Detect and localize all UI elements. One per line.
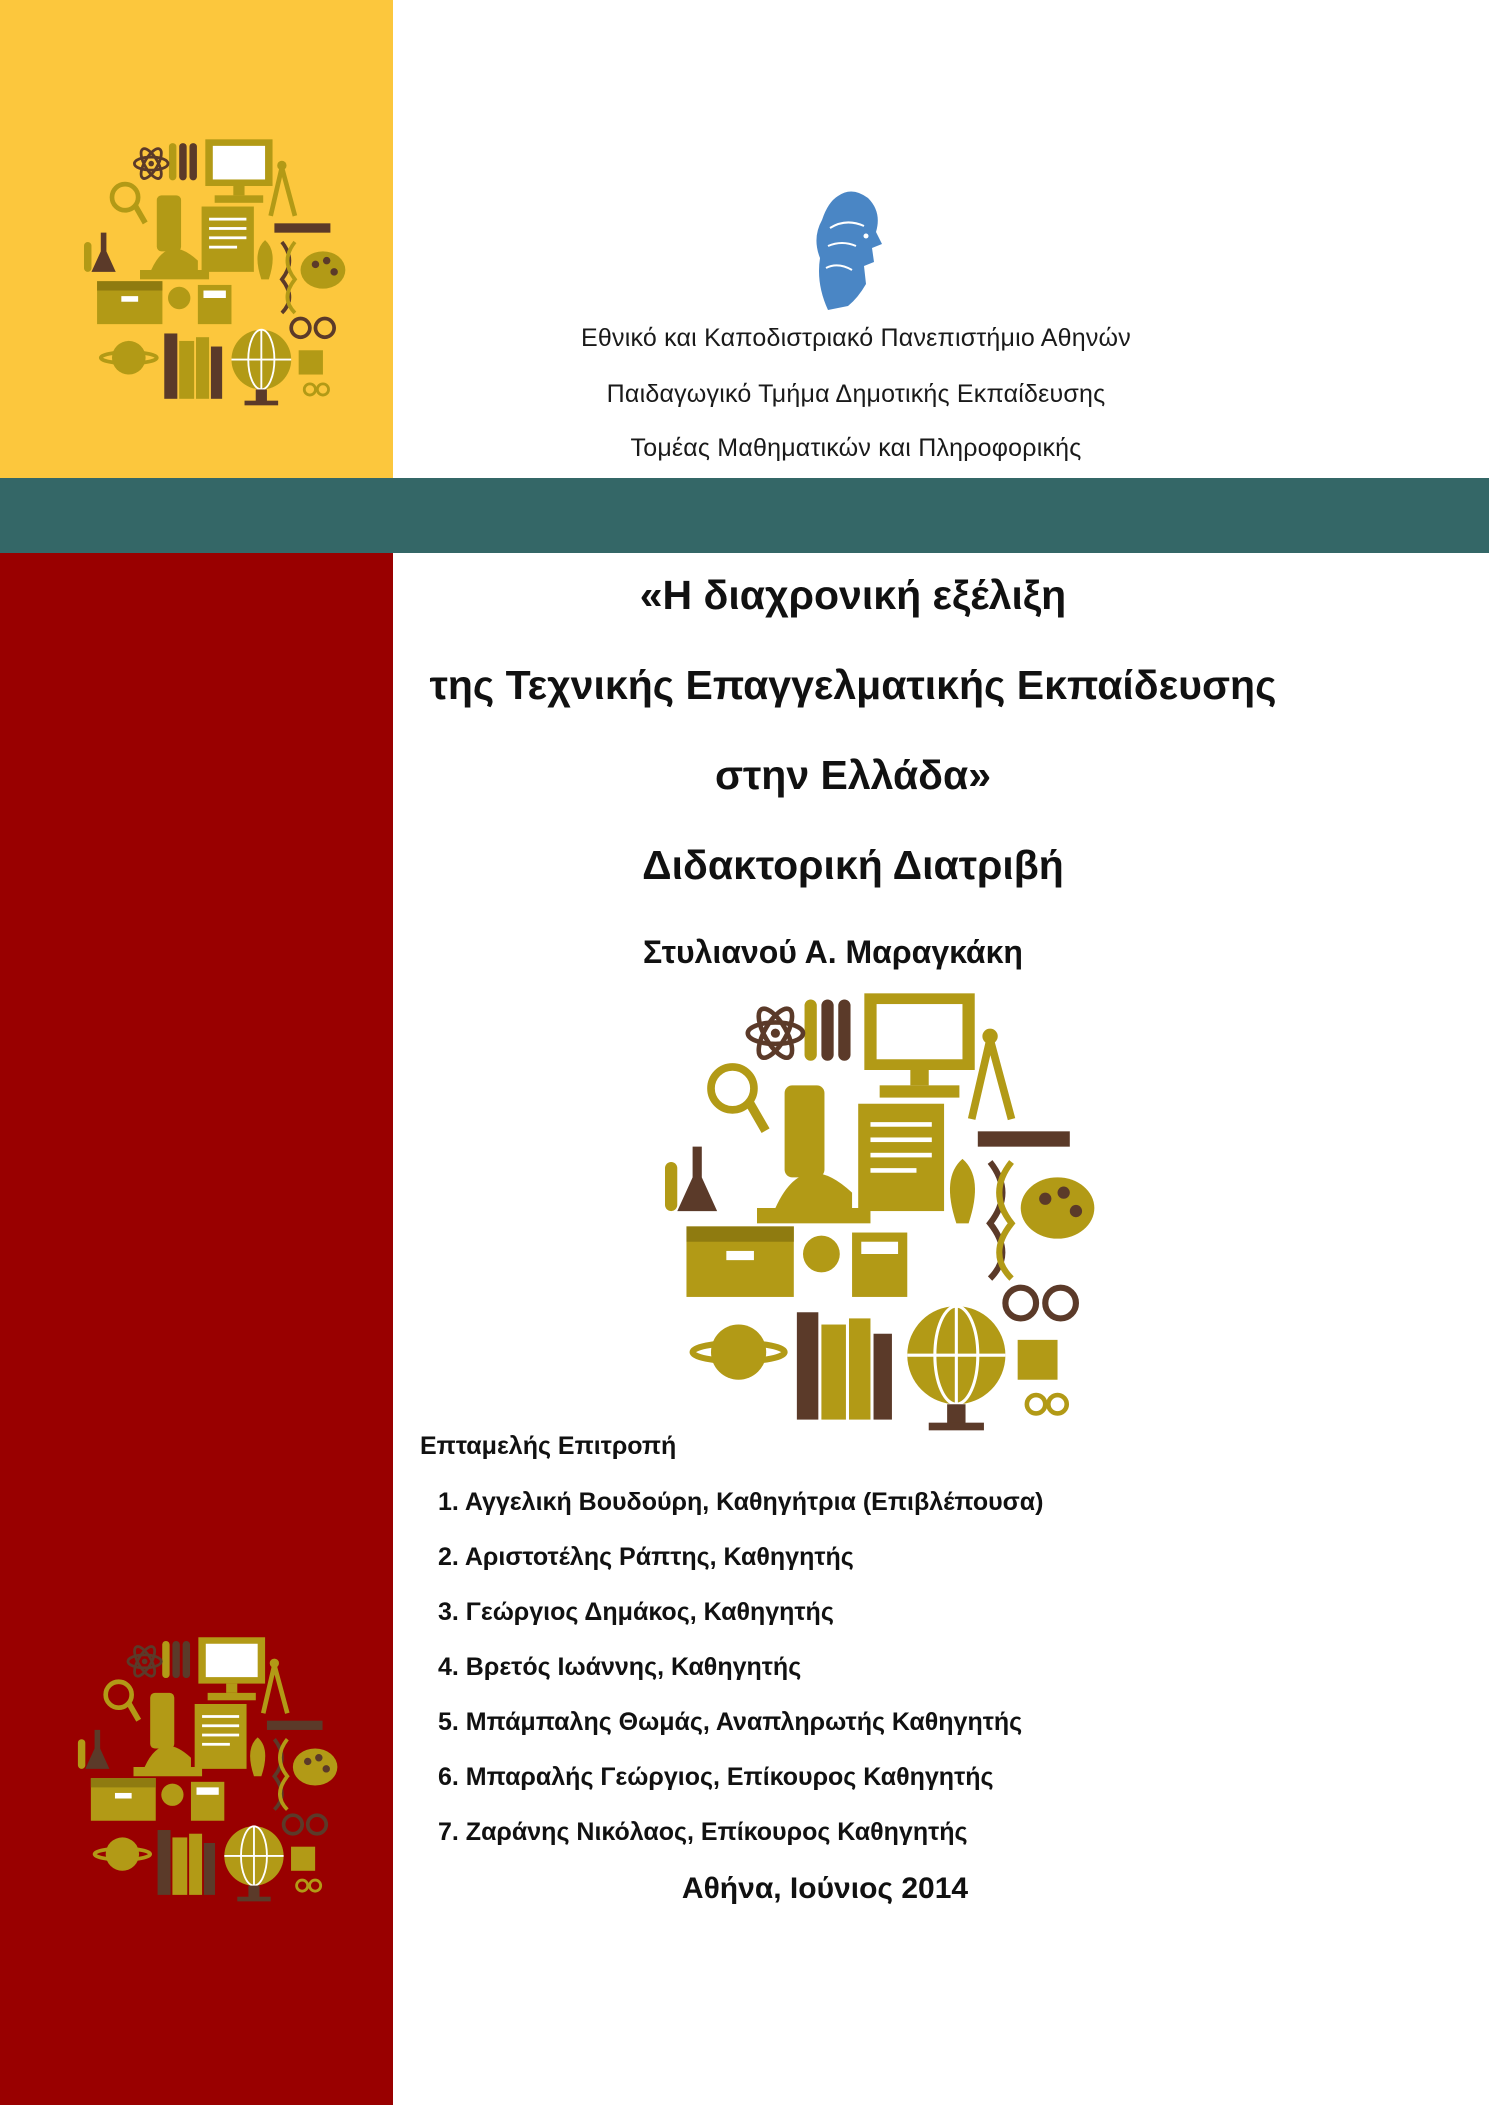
- department-name: Παιδαγωγικό Τμήμα Δημοτικής Εκπαίδευσης: [606, 380, 1106, 408]
- committee-member: 7. Ζαράνης Νικόλαος, Επίκουρος Καθηγητής: [438, 1818, 968, 1846]
- committee-list: [438, 1486, 1043, 1871]
- committee-member: 3. Γεώργιος Δημάκος, Καθηγητής: [438, 1598, 834, 1626]
- committee-member: 6. Μπαραλής Γεώργιος, Επίκουρος Καθηγητής: [438, 1763, 994, 1791]
- title-line-3: στην Ελλάδα»: [714, 752, 992, 798]
- athena-head-logo-icon: [808, 188, 888, 316]
- committee-member: 5. Μπάμπαλης Θωμάς, Αναπληρωτής Καθηγητής: [438, 1708, 1023, 1736]
- title-line-2: της Τεχνικής Επαγγελματικής Εκπαίδευσης: [429, 662, 1277, 708]
- center-education-collage-icon: [632, 978, 1112, 1438]
- committee-heading: Επταμελής Επιτροπή: [420, 1432, 677, 1460]
- sector-name: Τομέας Μαθηματικών και Πληροφορικής: [630, 434, 1082, 462]
- university-name: Εθνικό και Καποδιστριακό Πανεπιστήμιο Αθηνών: [581, 324, 1131, 352]
- place-date: Αθήνα, Ιούνιος 2014: [681, 1872, 969, 1905]
- title-line-1: «Η διαχρονική εξέλιξη: [639, 572, 1067, 618]
- committee-member: 2. Αριστοτέλης Ράπτης, Καθηγητής: [438, 1543, 854, 1571]
- document-type: Διδακτορική Διατριβή: [642, 842, 1064, 888]
- committee-member: 1. Αγγελική Βουδούρη, Καθηγήτρια (Επιβλέπουσα): [438, 1488, 1044, 1516]
- bottom-left-education-collage-icon: [66, 1628, 340, 1906]
- top-left-education-collage-icon: [72, 130, 348, 410]
- committee-member: 4. Βρετός Ιωάννης, Καθηγητής: [438, 1653, 802, 1681]
- teal-horizontal-band: [0, 478, 1489, 553]
- author-name: Στυλιανού Α. Μαραγκάκη: [643, 934, 1023, 970]
